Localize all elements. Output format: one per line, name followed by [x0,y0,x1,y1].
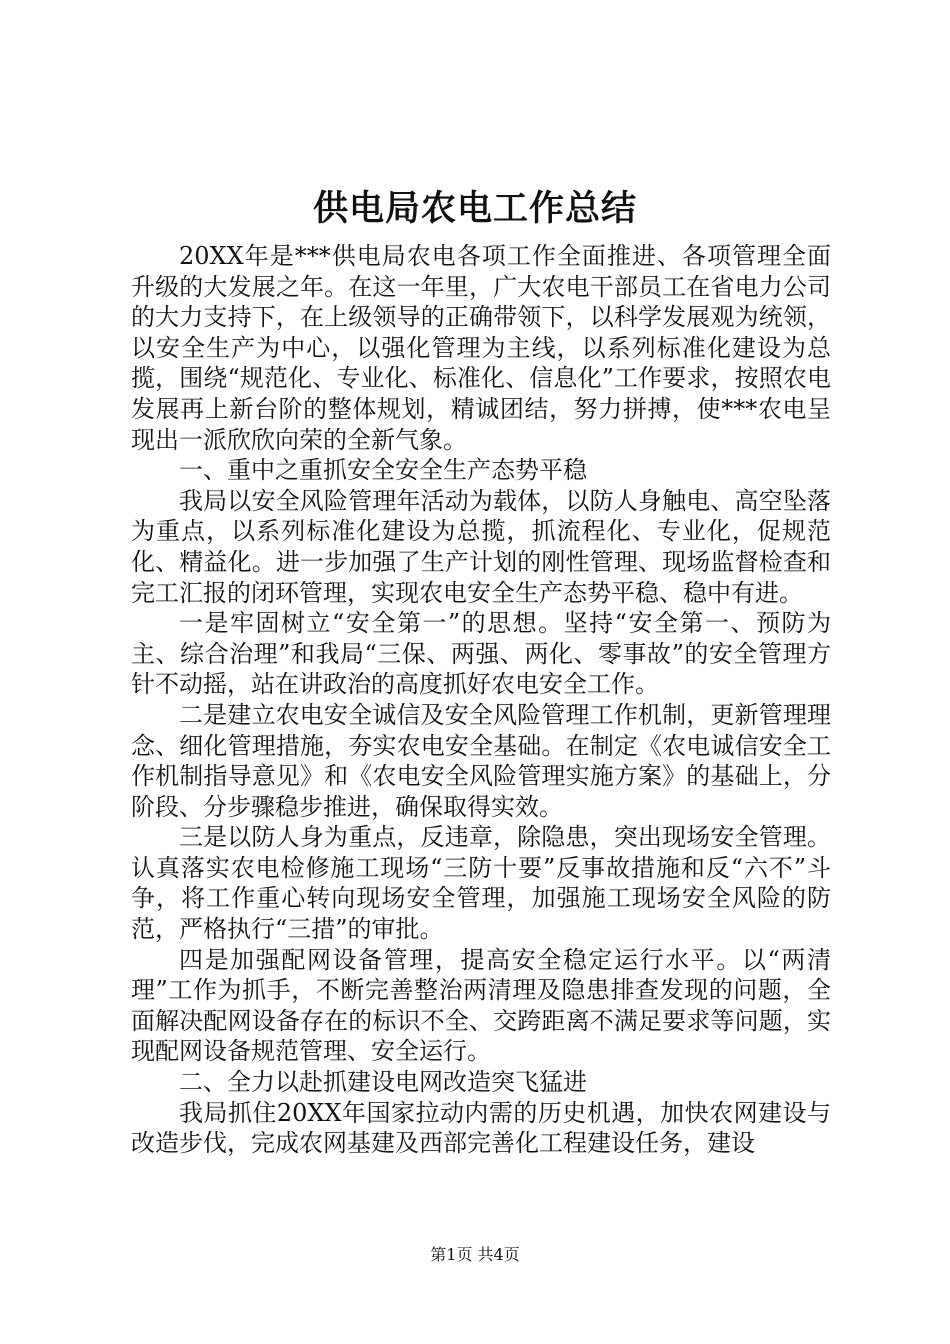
document-body [131,241,831,1159]
section-heading-safety: 一、重中之重抓安全安全生产态势平稳 [179,456,587,485]
safety-point-1-paragraph: 一是牢固树立“安全第一”的思想。坚持“安全第一、预防为主、综合治理”和我局“三保、两强、两化、零事故”的安全管理方针不动摇，站在讲政治的高度抓好农电安全工作。 [131,609,831,699]
page-footer: 第1页 共4页 [430,1245,520,1264]
safety-point-4-paragraph: 四是加强配网设备管理，提高安全稳定运行水平。以“两清理”工作为抓手，不断完善整治两清理及隐患排查发现的问题，全面解决配网设备存在的标识不全、交跨距离不满足要求等问题，实现配网设备规范管理、安全运行。 [131,945,831,1066]
intro-paragraph: 20XX年是***供电局农电各项工作全面推进、各项管理全面升级的大发展之年。在这一年里，广大农电干部员工在省电力公司的大力支持下，在上级领导的正确带领下，以科学发展观为统领，以安全生产为中心，以强化管理为主线，以系列标准化建设为总揽，围绕“规范化、专业化、标准化、信息化”工作要求，按照农电发展再上新台阶的整体规划，精诚团结，努力拼搏，使***农电呈现出一派欣欣向荣的全新气象。 [131,242,831,454]
safety-point-3-paragraph: 三是以防人身为重点，反违章，除隐患，突出现场安全管理。认真落实农电检修施工现场“三防十要”反事故措施和反“六不”斗争，将工作重心转向现场安全管理，加强施工现场安全风险的防范，严格执行“三措”的审批。 [131,823,831,944]
safety-overview-paragraph: 我局以安全风险管理年活动为载体，以防人身触电、高空坠落为重点，以系列标准化建设为总揽，抓流程化、专业化，促规范化、精益化。进一步加强了生产计划的刚性管理、现场监督检查和完工汇报的闭环管理，实现农电安全生产态势平稳、稳中有进。 [131,486,831,607]
construction-paragraph: 我局抓住20XX年国家拉动内需的历史机遇，加快农网建设与改造步伐，完成农网基建及西部完善化工程建设任务，建设 [131,1098,831,1158]
safety-point-2-paragraph: 二是建立农电安全诚信及安全风险管理工作机制，更新管理理念、细化管理措施，夯实农电安全基础。在制定《农电诚信安全工作机制指导意见》和《农电安全风险管理实施方案》的基础上，分阶段、分步骤稳步推进，确保取得实效。 [131,700,831,821]
section-heading-construction: 二、全力以赴抓建设电网改造突飞猛进 [179,1068,587,1097]
page-title: 供电局农电工作总结 [312,188,637,229]
